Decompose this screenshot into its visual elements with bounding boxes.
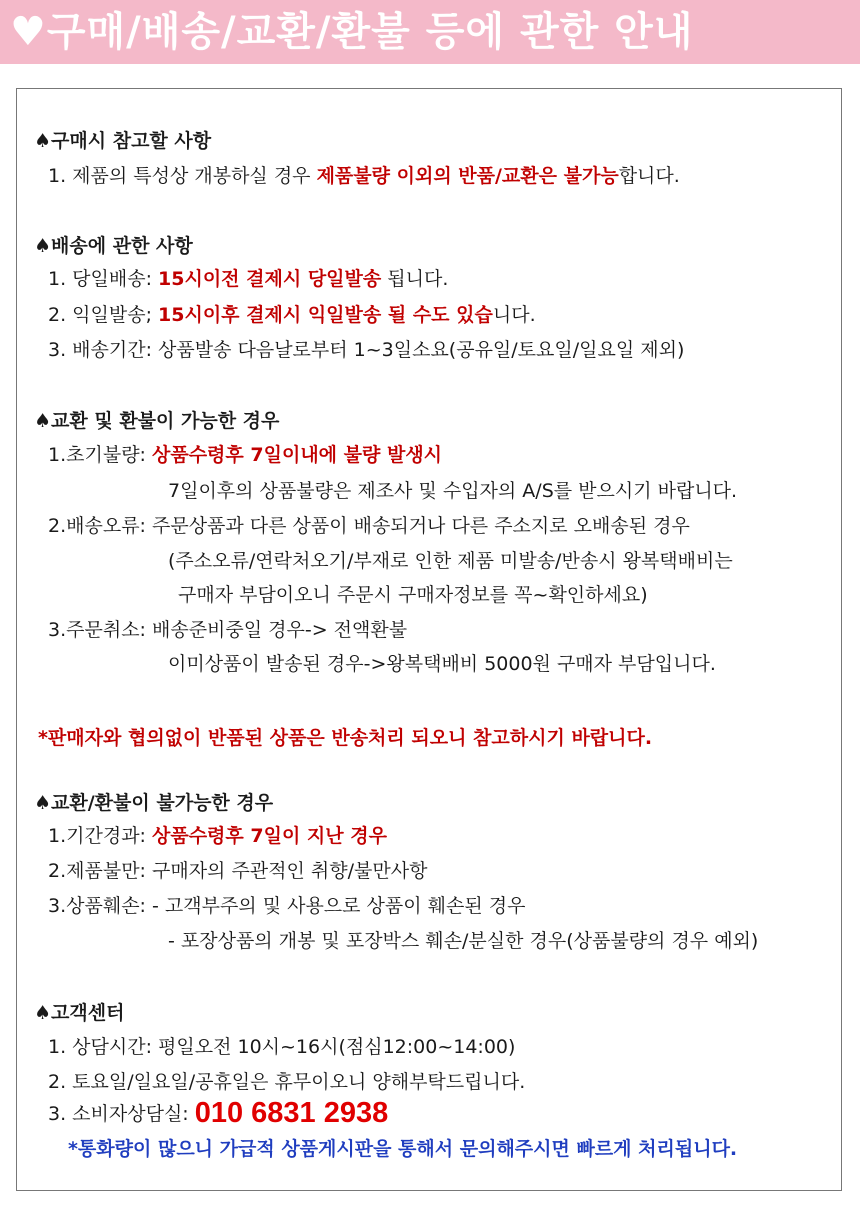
shipping-item-1	[48, 266, 448, 292]
purchase-item-1-suffix: 합니다.	[618, 165, 680, 187]
shipping-item-2-highlight: 15시이후 결제시 익일발송 될 수도 있습	[158, 304, 493, 326]
exchange-item-2: 2.배송오류: 주문상품과 다른 상품이 배송되거나 다른 주소지로 오배송된 경우	[48, 515, 690, 537]
shipping-item-1-prefix: 1. 당일배송:	[48, 268, 159, 290]
shipping-heading: ♠배송에 관한 사항	[34, 235, 193, 257]
customer-center-item-3-prefix: 3. 소비자상담실:	[48, 1103, 195, 1125]
exchange-possible-heading: ♠교환 및 환불이 가능한 경우	[34, 410, 280, 432]
exchange-item-2-continued-1: (주소오류/연락처오기/부재로 인한 제품 미발송/반송시 왕복택배비는	[168, 550, 733, 572]
impossible-item-1	[48, 823, 387, 849]
customer-center-heading: ♠고객센터	[34, 1002, 125, 1024]
impossible-item-1-prefix: 1.기간경과:	[48, 825, 152, 847]
impossible-item-3-continued: - 포장상품의 개봉 및 포장박스 훼손/분실한 경우(상품불량의 경우 예외)	[168, 930, 759, 952]
page-title: ♥구매/배송/교환/환불 등에 관한 안내	[10, 9, 694, 55]
exchange-item-1-continued: 7일이후의 상품불량은 제조사 및 수입자의 A/S를 받으시기 바랍니다.	[168, 480, 738, 502]
impossible-item-2: 2.제품불만: 구매자의 주관적인 취향/불만사항	[48, 860, 428, 882]
shipping-item-2	[48, 302, 536, 328]
header-banner	[0, 0, 860, 64]
customer-center-item-1: 1. 상담시간: 평일오전 10시~16시(점심12:00~14:00)	[48, 1036, 516, 1058]
shipping-item-2-suffix: 니다.	[492, 304, 536, 326]
exchange-impossible-heading: ♠교환/환불이 불가능한 경우	[34, 792, 274, 814]
shipping-item-2-prefix: 2. 익일발송;	[48, 304, 159, 326]
exchange-item-3-continued: 이미상품이 발송된 경우->왕복택배비 5000원 구매자 부담입니다.	[168, 653, 716, 675]
shipping-item-3: 3. 배송기간: 상품발송 다음날로부터 1~3일소요(공유일/토요일/일요일 제외)	[48, 339, 685, 361]
exchange-item-1	[48, 442, 442, 468]
exchange-item-1-highlight: 상품수령후 7일이내에 불량 발생시	[152, 444, 443, 466]
purchase-item-1-prefix: 1. 제품의 특성상 개봉하실 경우	[48, 165, 317, 187]
customer-center-item-2: 2. 토요일/일요일/공휴일은 휴무이오니 양해부탁드립니다.	[48, 1071, 526, 1093]
purchase-item-1	[48, 163, 680, 189]
impossible-item-3: 3.상품훼손: - 고객부주의 및 사용으로 상품이 훼손된 경우	[48, 895, 526, 917]
exchange-item-2-continued-2: 구매자 부담이오니 주문시 구매자정보를 꼭~확인하세요)	[178, 584, 648, 606]
seller-note: *판매자와 협의없이 반품된 상품은 반송처리 되오니 참고하시기 바랍니다.	[38, 727, 653, 749]
customer-center-note: *통화량이 많으니 가급적 상품게시판을 통해서 문의해주시면 빠르게 처리됩니다.	[68, 1138, 738, 1160]
impossible-item-1-highlight: 상품수령후 7일이 지난 경우	[152, 825, 387, 847]
exchange-item-1-prefix: 1.초기불량:	[48, 444, 152, 466]
shipping-item-1-highlight: 15시이전 결제시 당일발송	[158, 268, 382, 290]
exchange-item-3: 3.주문취소: 배송준비중일 경우-> 전액환불	[48, 619, 408, 641]
purchase-item-1-highlight: 제품불량 이외의 반품/교환은 불가능	[316, 165, 619, 187]
phone-number: 010 6831 2938	[194, 1097, 389, 1129]
customer-center-item-3	[48, 1097, 389, 1129]
shipping-item-1-suffix: 됩니다.	[381, 268, 449, 290]
purchase-heading: ♠구매시 참고할 사항	[34, 130, 212, 152]
